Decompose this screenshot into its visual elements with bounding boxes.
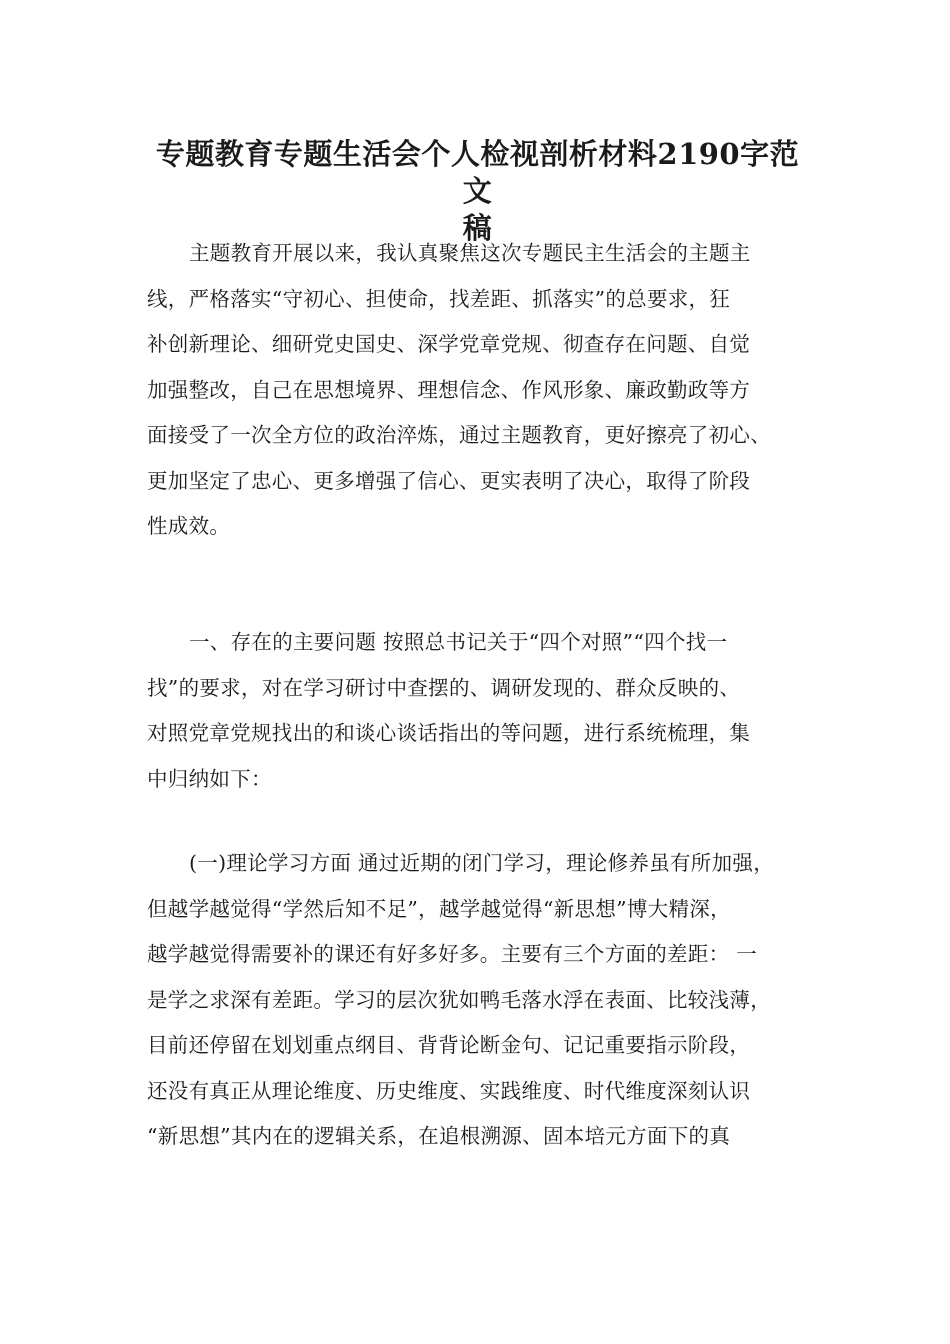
text-line: 加强整改，自己在思想境界、理想信念、作风形象、廉政勤政等方 [147, 377, 751, 402]
text-line: 性成效。 [147, 514, 231, 538]
paragraph-main-problems [147, 620, 812, 802]
text-line: 目前还停留在划划重点纲目、背背论断金句、记记重要指示阶段， [147, 1033, 751, 1057]
text-line: 中归纳如下： [147, 766, 272, 791]
text-line: 找”的要求，对在学习研讨中查摆的、调研发现的、群众反映的、 [147, 675, 741, 700]
text-line: 补创新理论、细研党史国史、深学党章党规、彻查存在问题、自觉 [147, 332, 751, 356]
text-line: 还没有真正从理论维度、历史维度、实践维度、时代维度深刻认识 [147, 1078, 751, 1103]
text-line: 但越学越觉得“学然后知不足”，越学越觉得“新思想”博大精深， [147, 896, 731, 921]
text-line: (一)理论学习方面 通过近期的闭门学习，理论修养虽有所加强， [189, 851, 775, 875]
title-line: 稿 [462, 211, 493, 245]
text-line: 越学越觉得需要补的课还有好多好多。主要有三个方面的差距： 一 [147, 942, 758, 966]
text-line: 更加坚定了忠心、更多增强了信心、更实表明了决心，取得了阶段 [147, 468, 751, 493]
text-line: 对照党章党规找出的和谈心谈话指出的等问题，进行系统梳理，集 [147, 721, 751, 745]
paragraph-theory-study [147, 841, 812, 1160]
text-line: 面接受了一次全方位的政治淬炼，通过主题教育，更好擦亮了初心、 [147, 423, 771, 447]
text-line: 是学之求深有差距。学习的层次犹如鸭毛落水浮在表面、比较浅薄， [147, 987, 771, 1012]
text-line: 线，严格落实“守初心、担使命，找差距、抓落实”的总要求，狂 [147, 286, 731, 311]
text-line: 一、存在的主要问题 按照总书记关于“四个对照”“四个找一 [189, 630, 728, 654]
text-line: “新思想”其内在的逻辑关系，在追根溯源、固本培元方面下的真 [147, 1124, 731, 1148]
title-line: 专题教育专题生活会个人检视剖析材料2190字范文 [155, 137, 800, 208]
paragraph-intro [147, 231, 812, 550]
text-line: 主题教育开展以来，我认真聚焦这次专题民主生活会的主题主 [189, 241, 751, 265]
